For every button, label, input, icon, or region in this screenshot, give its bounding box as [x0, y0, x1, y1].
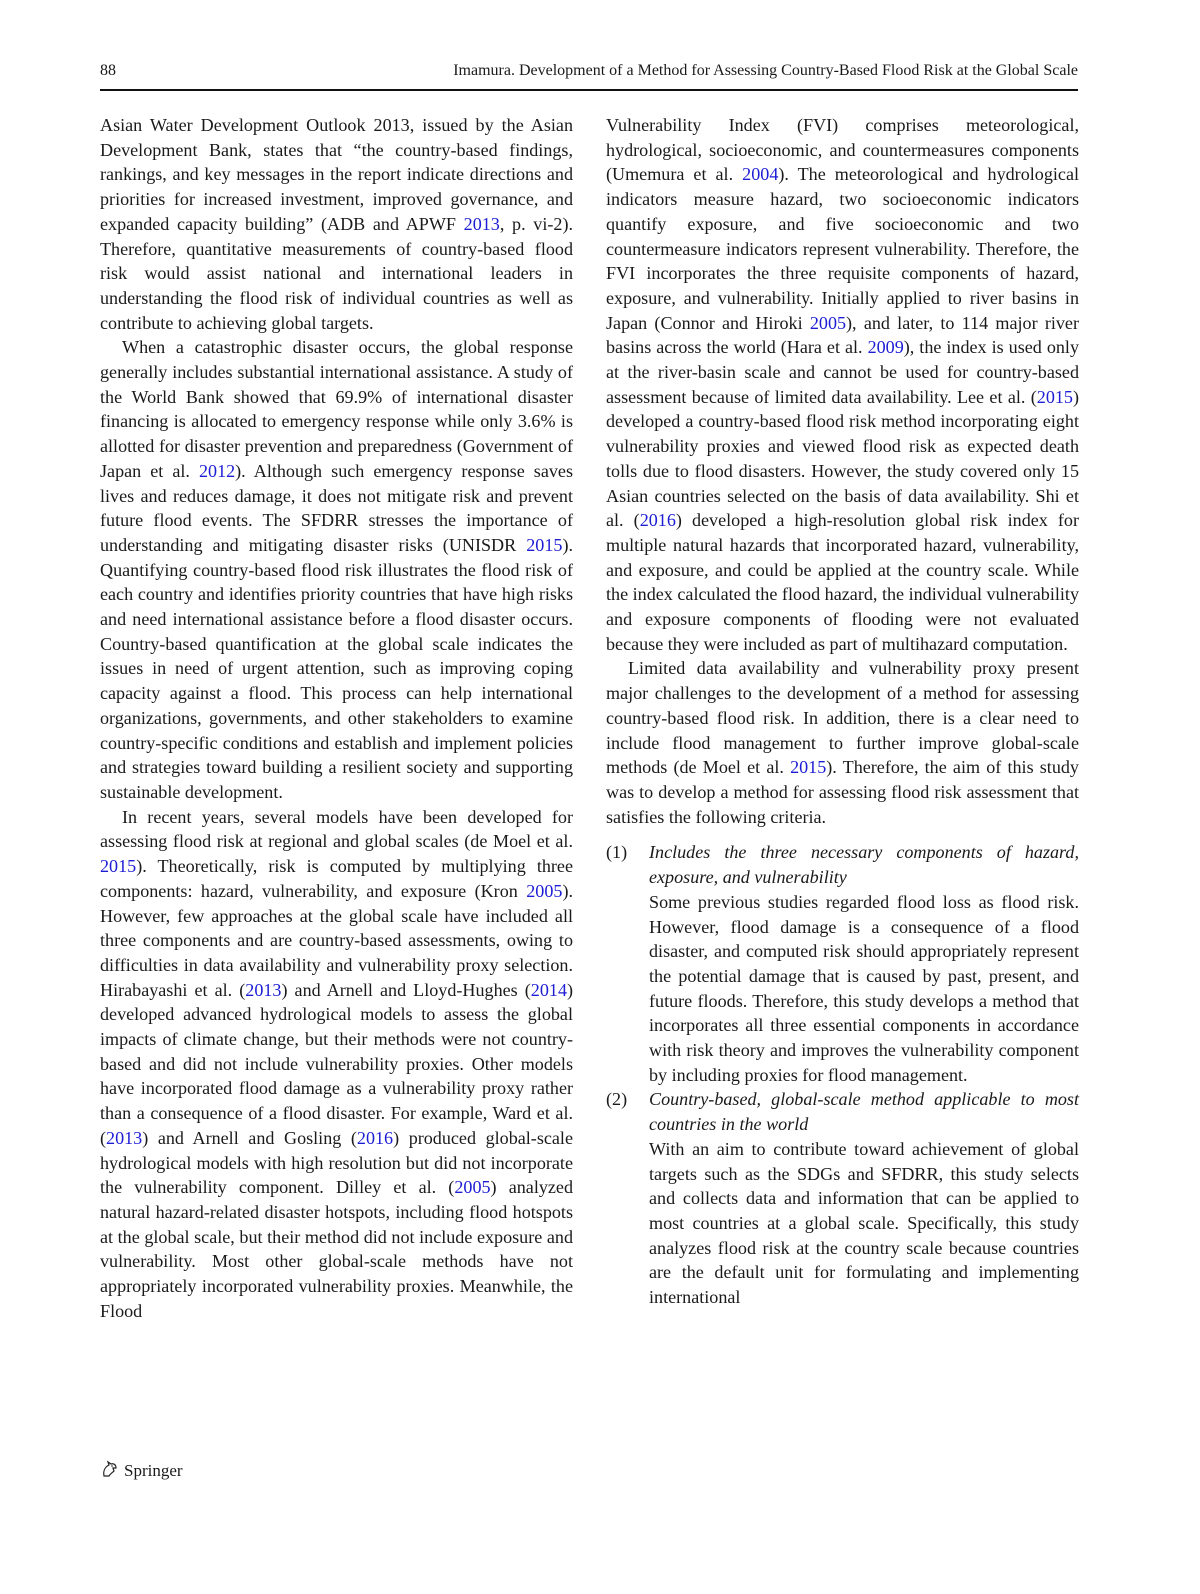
running-title: Imamura. Development of a Method for Assessing Country-Based Flood Risk at the Global Scale: [453, 62, 1078, 79]
citation-link[interactable]: 2013: [463, 213, 500, 234]
right-column: [606, 113, 1079, 1310]
citation-link[interactable]: 2004: [742, 164, 779, 185]
citation-link[interactable]: 2015: [100, 856, 137, 877]
citation-link[interactable]: 2015: [526, 534, 563, 555]
publisher-name: Springer: [124, 1461, 183, 1480]
page-number: 88: [100, 62, 116, 79]
citation-link[interactable]: 2005: [809, 312, 847, 333]
citation-link[interactable]: 2013: [245, 979, 282, 1000]
citation-link[interactable]: 2016: [356, 1127, 394, 1148]
publisher-footer: [100, 1458, 183, 1484]
criteria-body: Some previous studies regarded flood loss as flood risk. However, flood damage is a consequence of a flood disaster, and computed risk should appropriately represent the potential damage that is caused by past, present, and future floods. Therefore, this study develops a method that incorporates all three essential components in accordance with risk theory and improves the vulnerability component by including proxies for flood management.: [649, 891, 1079, 1085]
paragraph: In recent years, several models have been developed for assessing flood risk at regional and global scales (de Moel et al. 2015). Theoretically, risk is computed by multiplying three components: hazard, vulnerability, and exposure (Kron 2005). However, few approaches at the global scale have included all three components and are country-based assessments, owing to difficulties in data availability and vulnerability proxy selection. Hirabayashi et al. (2013) and Arnell and Lloyd-Hughes (2014) developed advanced hydrological models to assess the global impacts of climate change, but their methods were not country-based and did not include vulnerability proxies. Other models have incorporated flood damage as a vulnerability proxy rather than a consequence of a flood disaster. For example, Ward et al. (2013) and Arnell and Gosling (2016) produced global-scale hydrological models with high resolution but did not incorporate the vulnerability component. Dilley et al. (2005) analyzed natural hazard-related disaster hotspots, including flood hotspots at the global scale, but their method did not include exposure and vulnerability. Most other global-scale methods have not appropriately incorporated vulnerability proxies. Meanwhile, the Flood: [100, 806, 574, 1321]
citation-link[interactable]: 2015: [1036, 386, 1073, 407]
criteria-title: Country-based, global-scale method applicable to most countries in the world: [649, 1089, 1079, 1135]
criteria-body: With an aim to contribute toward achievement of global targets such as the SDGs and SFDRR, this study selects and collects data and information that can be applied to most countries at a global scale. Specifically, this study analyzes flood risk at the country scale because countries are the default unit for formulating and implementing international: [649, 1138, 1079, 1308]
paragraph: Asian Water Development Outlook 2013, issued by the Asian Development Bank, states that “the country-based findings, rankings, and key messages in the report indicate directions and priorities for increased investment, improved governance, and expanded capacity building” (ADB and APWF 2013, p. vi-2). Therefore, quantitative measurements of country-based flood risk would assist national and international leaders in understanding the flood risk of individual countries as well as contribute to achieving global targets.: [100, 115, 573, 333]
paragraph: When a catastrophic disaster occurs, the global response generally includes substantial international assistance. A study of the World Bank showed that 69.9% of international disaster financing is allocated to emergency response while only 3.6% is allotted for disaster prevention and preparedness (Government of Japan et al. 2012). Although such emergency response saves lives and reduces damage, it does not mitigate risk and prevent future flood events. The SFDRR stresses the importance of understanding and mitigating disaster risks (UNISDR 2015). Quantifying country-based flood risk illustrates the flood risk of each country and identifies priority countries that have high risks and need international assistance before a flood disaster occurs. Country-based quantification at the global scale indicates the issues in need of urgent attention, such as improving coping capacity against a flood. This process can help international organizations, governments, and other stakeholders to examine country-specific conditions and establish and implement policies and strategies toward building a resilient society and supporting sustainable development.: [100, 337, 573, 802]
citation-link[interactable]: 2009: [867, 337, 904, 358]
citation-link[interactable]: 2005: [454, 1177, 491, 1198]
left-column: [100, 113, 573, 1323]
paragraph: Vulnerability Index (FVI) comprises meteorological, hydrological, socioeconomic, and countermeasures components (Umemura et al. 2004). The meteorological and hydrological indicators measure hazard, two socioeconomic indicators quantify exposure, and five socioeconomic and two countermeasure indicators represent vulnerability. Therefore, the FVI incorporates the three requisite components of hazard, exposure, and vulnerability. Initially applied to river basins in Japan (Connor and Hiroki 2005), and later, to 114 major river basins across the world (Hara et al. 2009), the index is used only at the river-basin scale and cannot be used for country-based assessment because of limited data availability. Lee et al. (2015) developed a country-based flood risk method incorporating eight vulnerability proxies and viewed flood risk as expected death tolls due to flood disasters. However, the study covered only 15 Asian countries selected on the basis of data availability. Shi et al. (2016) developed a high-resolution global risk index for multiple natural hazards that incorporated hazard, vulnerability, and exposure, and could be applied at the country scale. While the index calculated the flood hazard, the individual vulnerability and exposure components of flooding were not evaluated because they were included as part of multihazard computation.: [606, 115, 1079, 654]
criteria-number: (1): [606, 842, 628, 863]
citation-link[interactable]: 2013: [106, 1127, 143, 1148]
paragraph: Limited data availability and vulnerability proxy present major challenges to the development of a method for assessing country-based flood risk. In addition, there is a clear need to include flood management to further improve global-scale methods (de Moel et al. 2015). Therefore, the aim of this study was to develop a method for assessing flood risk assessment that satisfies the following criteria.: [606, 658, 1079, 827]
citation-link[interactable]: 2016: [639, 510, 676, 531]
page-header: [100, 62, 1078, 88]
citation-link[interactable]: 2015: [790, 757, 827, 778]
criteria-number: (2): [606, 1089, 628, 1110]
criteria-list: [606, 840, 1079, 1309]
citation-link[interactable]: 2012: [198, 460, 236, 481]
springer-horse-icon: [100, 1459, 124, 1484]
citation-link[interactable]: 2014: [530, 979, 567, 1000]
header-rule: [100, 89, 1078, 91]
citation-link[interactable]: 2005: [526, 880, 563, 901]
criteria-item: [606, 1087, 1079, 1309]
criteria-item: [606, 840, 1079, 1087]
criteria-title: Includes the three necessary components of hazard, exposure, and vulnerability: [649, 842, 1079, 888]
